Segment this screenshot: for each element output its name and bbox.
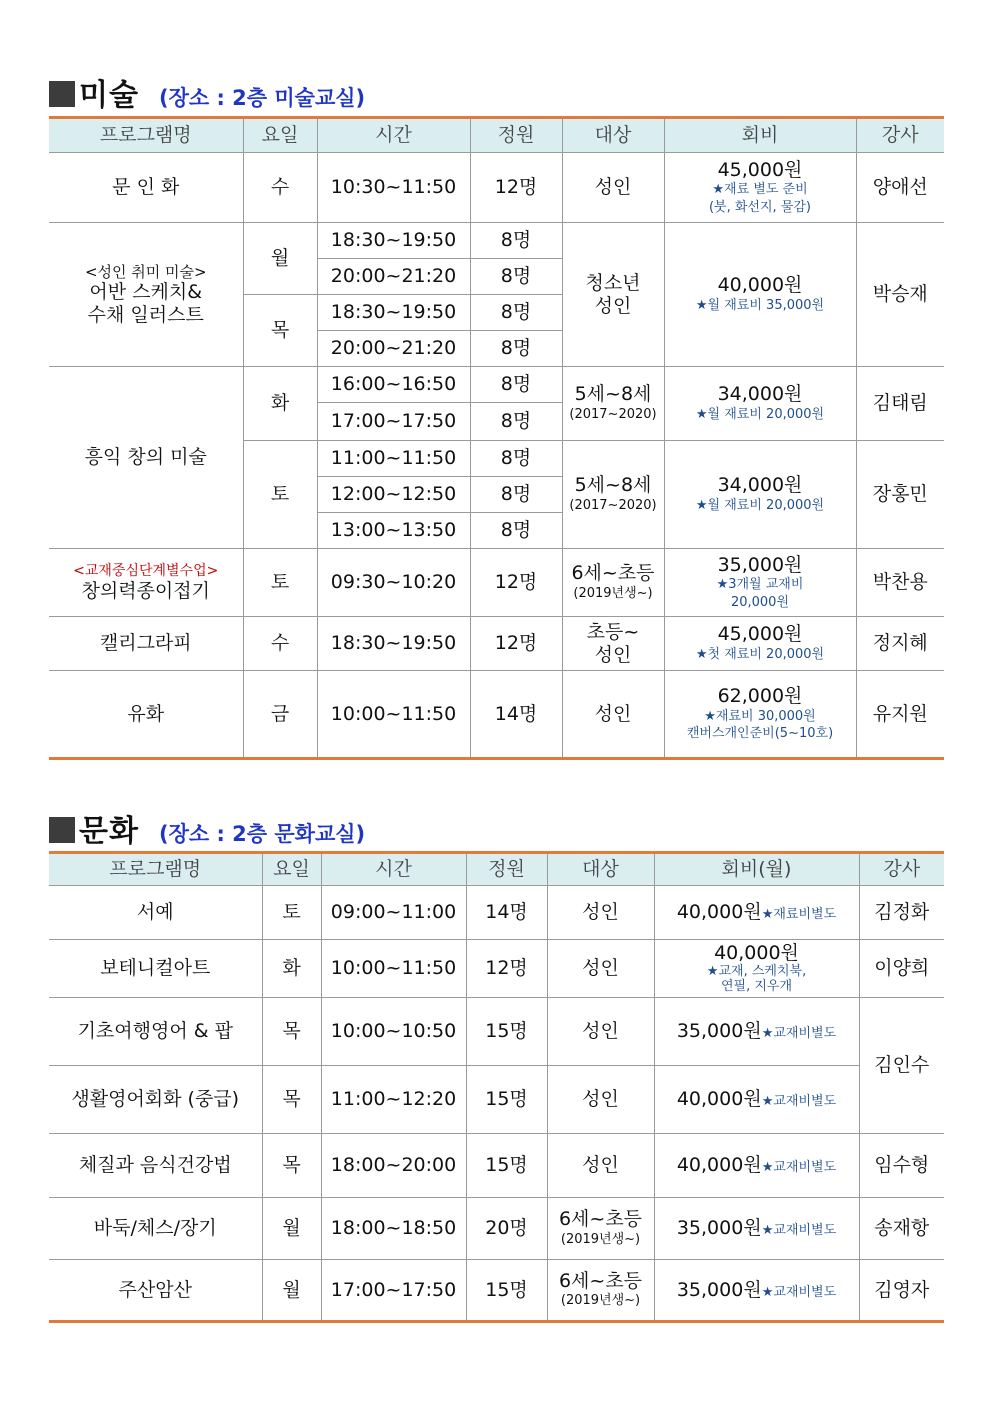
fee-amount: 40,000원 <box>676 1088 762 1111</box>
target-line: 5세~8세 <box>574 383 652 405</box>
program-subtitle: <성인 취미 미술> <box>84 262 207 281</box>
fee-amount: 40,000원 <box>676 901 762 924</box>
fee-cell <box>664 549 856 617</box>
art-location: (장소 : 2층 미술교실) <box>158 86 366 110</box>
square-bullet-icon <box>49 81 75 107</box>
target-line: 청소년 <box>585 271 641 294</box>
teacher-cell: 임수형 <box>859 1134 944 1198</box>
fee-note: ★교재, 스케치북, <box>706 963 807 979</box>
col-day: 요일 <box>262 853 321 886</box>
day-cell: 화 <box>243 367 317 441</box>
col-target: 대상 <box>547 853 654 886</box>
fee-note: ★교재비별도 <box>761 1160 837 1176</box>
table-row <box>49 223 944 259</box>
art-heading <box>49 70 365 114</box>
teacher-cell: 정지혜 <box>856 617 944 671</box>
time-cell: 18:00~20:00 <box>321 1134 466 1198</box>
time-cell: 11:00~12:20 <box>321 1066 466 1134</box>
time-cell: 09:00~11:00 <box>321 886 466 940</box>
art-header-row <box>49 118 944 153</box>
capacity-cell: 15명 <box>466 1260 547 1322</box>
capacity-cell: 8명 <box>470 367 562 403</box>
time-cell: 18:00~18:50 <box>321 1198 466 1260</box>
capacity-cell: 12명 <box>466 940 547 998</box>
target-sub: (2019년생~) <box>560 1231 641 1247</box>
capacity-cell: 12명 <box>470 549 562 617</box>
teacher-cell: 송재항 <box>859 1198 944 1260</box>
program-line: 어반 스케치& <box>89 280 203 303</box>
teacher-cell: 장홍민 <box>856 441 944 549</box>
day-cell: 목 <box>262 1066 321 1134</box>
capacity-cell: 15명 <box>466 998 547 1066</box>
capacity-cell: 8명 <box>470 403 562 441</box>
day-cell: 수 <box>243 617 317 671</box>
program-name: 문 인 화 <box>49 153 243 223</box>
culture-heading <box>49 806 365 850</box>
teacher-cell: 김태림 <box>856 367 944 441</box>
square-bullet-icon <box>49 817 75 843</box>
fee-amount: 35,000원 <box>676 1278 762 1301</box>
target-cell: 성인 <box>547 1134 654 1198</box>
time-cell: 12:00~12:50 <box>317 477 470 513</box>
fee-note: ★교재비별도 <box>761 1223 837 1239</box>
table-row <box>49 367 944 403</box>
fee-amount: 35,000원 <box>676 1020 762 1043</box>
program-name: 체질과 음식건강법 <box>49 1134 262 1198</box>
culture-location: (장소 : 2층 문화교실) <box>158 822 366 846</box>
target-line: 성인 <box>594 294 632 317</box>
capacity-cell: 8명 <box>470 259 562 295</box>
target-line: 6세~초등 <box>558 1269 643 1292</box>
capacity-cell: 14명 <box>470 671 562 759</box>
target-cell: 성인 <box>547 886 654 940</box>
fee-note: ★월 재료비 35,000원 <box>695 298 825 314</box>
table-row <box>49 617 944 671</box>
capacity-cell: 8명 <box>470 295 562 331</box>
fee-note: ★교재비별도 <box>761 1094 837 1110</box>
fee-amount: 62,000원 <box>717 685 803 708</box>
table-row <box>49 671 944 759</box>
col-fee: 회비 <box>664 118 856 153</box>
capacity-cell: 15명 <box>466 1134 547 1198</box>
table-row <box>49 998 944 1066</box>
target-cell: 성인 <box>562 153 664 223</box>
fee-amount: 45,000원 <box>717 158 803 181</box>
program-name: 서예 <box>49 886 262 940</box>
time-cell: 16:00~16:50 <box>317 367 470 403</box>
fee-cell <box>664 441 856 549</box>
time-cell: 13:00~13:50 <box>317 513 470 549</box>
col-fee: 회비(월) <box>654 853 859 886</box>
table-row <box>49 886 944 940</box>
fee-amount: 35,000원 <box>717 553 803 576</box>
time-cell: 09:30~10:20 <box>317 549 470 617</box>
time-cell: 18:30~19:50 <box>317 617 470 671</box>
target-line: 초등~ <box>586 620 640 643</box>
fee-note: ★3개월 교재비 <box>716 577 804 593</box>
day-cell: 토 <box>243 441 317 549</box>
fee-cell <box>664 153 856 223</box>
target-cell <box>562 223 664 367</box>
fee-cell <box>654 1134 859 1198</box>
fee-cell <box>654 886 859 940</box>
fee-cell <box>654 1260 859 1322</box>
program-name: 유화 <box>49 671 243 759</box>
fee-note: ★재료비 30,000원 <box>704 708 816 724</box>
program-name: 바둑/체스/장기 <box>49 1198 262 1260</box>
target-line: 6세~초등 <box>558 1208 643 1230</box>
fee-note: ★월 재료비 20,000원 <box>695 407 825 423</box>
program-name: 흥익 창의 미술 <box>49 367 243 549</box>
target-cell <box>562 549 664 617</box>
target-cell <box>562 367 664 441</box>
table-row <box>49 1260 944 1322</box>
art-title: 미술 <box>79 78 139 113</box>
fee-note: ★월 재료비 20,000원 <box>695 498 825 514</box>
target-cell <box>547 1198 654 1260</box>
col-program: 프로그램명 <box>49 118 243 153</box>
teacher-cell: 김정화 <box>859 886 944 940</box>
program-line: 수채 일러스트 <box>87 303 204 326</box>
fee-amount: 40,000원 <box>714 942 799 965</box>
table-row <box>49 1134 944 1198</box>
fee-amount: 40,000원 <box>717 274 803 297</box>
teacher-cell: 박찬용 <box>856 549 944 617</box>
target-cell: 성인 <box>562 671 664 759</box>
target-sub: (2017~2020) <box>569 497 657 513</box>
fee-note: ★교재비별도 <box>761 1026 837 1042</box>
day-cell: 목 <box>243 295 317 367</box>
culture-header-row <box>49 853 944 886</box>
col-capacity: 정원 <box>470 118 562 153</box>
fee-amount: 34,000원 <box>717 474 803 497</box>
target-cell: 성인 <box>547 940 654 998</box>
teacher-cell: 유지원 <box>856 671 944 759</box>
day-cell: 월 <box>262 1198 321 1260</box>
day-cell: 금 <box>243 671 317 759</box>
col-program: 프로그램명 <box>49 853 262 886</box>
program-name: 주산암산 <box>49 1260 262 1322</box>
col-time: 시간 <box>321 853 466 886</box>
teacher-cell: 박승재 <box>856 223 944 367</box>
fee-note: 캔버스개인준비(5~10호) <box>686 726 834 742</box>
day-cell: 목 <box>262 998 321 1066</box>
fee-note: ★첫 재료비 20,000원 <box>695 647 825 663</box>
time-cell: 17:00~17:50 <box>317 403 470 441</box>
target-cell <box>547 1260 654 1322</box>
program-line: 창의력종이접기 <box>81 579 210 602</box>
time-cell: 20:00~21:20 <box>317 259 470 295</box>
table-row <box>49 1198 944 1260</box>
culture-title: 문화 <box>79 814 139 849</box>
fee-note: ★교재비별도 <box>761 1284 837 1300</box>
capacity-cell: 8명 <box>470 477 562 513</box>
program-name: 생활영어회화 (중급) <box>49 1066 262 1134</box>
teacher-cell: 김영자 <box>859 1260 944 1322</box>
fee-note: 연필, 지우개 <box>720 978 793 994</box>
target-line: 5세~8세 <box>574 474 652 496</box>
day-cell: 월 <box>243 223 317 295</box>
teacher-cell: 이양희 <box>859 940 944 998</box>
time-cell: 18:30~19:50 <box>317 223 470 259</box>
day-cell: 월 <box>262 1260 321 1322</box>
time-cell: 10:00~10:50 <box>321 998 466 1066</box>
capacity-cell: 12명 <box>470 617 562 671</box>
time-cell: 20:00~21:20 <box>317 331 470 367</box>
fee-note: ★재료비별도 <box>761 907 837 923</box>
col-teacher: 강사 <box>859 853 944 886</box>
culture-table-wrap <box>49 851 944 1323</box>
teacher-cell: 양애선 <box>856 153 944 223</box>
time-cell: 10:00~11:50 <box>317 671 470 759</box>
target-cell <box>562 441 664 549</box>
target-cell <box>562 617 664 671</box>
fee-note: 20,000원 <box>730 594 790 610</box>
fee-note: (붓, 화선지, 물감) <box>708 199 812 215</box>
program-name: 보테니컬아트 <box>49 940 262 998</box>
col-teacher: 강사 <box>856 118 944 153</box>
target-line: 성인 <box>594 643 632 666</box>
table-row <box>49 153 944 223</box>
target-cell: 성인 <box>547 998 654 1066</box>
time-cell: 11:00~11:50 <box>317 441 470 477</box>
table-row <box>49 549 944 617</box>
fee-amount: 45,000원 <box>717 623 803 646</box>
target-sub: (2017~2020) <box>569 406 657 422</box>
capacity-cell: 8명 <box>470 331 562 367</box>
target-line: 6세~초등 <box>571 562 655 584</box>
target-sub: (2019년생~) <box>573 585 653 601</box>
fee-amount: 35,000원 <box>676 1217 762 1240</box>
time-cell: 10:00~11:50 <box>321 940 466 998</box>
capacity-cell: 14명 <box>466 886 547 940</box>
art-table-wrap <box>49 116 944 760</box>
fee-cell <box>664 367 856 441</box>
teacher-cell: 김인수 <box>859 998 944 1134</box>
capacity-cell: 15명 <box>466 1066 547 1134</box>
program-subtitle: <교재중심단계별수업> <box>73 562 219 579</box>
time-cell: 10:30~11:50 <box>317 153 470 223</box>
fee-cell <box>664 617 856 671</box>
col-day: 요일 <box>243 118 317 153</box>
art-table <box>49 116 944 760</box>
capacity-cell: 8명 <box>470 223 562 259</box>
program-name: 기초여행영어 & 팝 <box>49 998 262 1066</box>
capacity-cell: 20명 <box>466 1198 547 1260</box>
capacity-cell: 8명 <box>470 441 562 477</box>
fee-cell <box>654 1066 859 1134</box>
fee-cell <box>664 223 856 367</box>
day-cell: 토 <box>243 549 317 617</box>
day-cell: 토 <box>262 886 321 940</box>
target-sub: (2019년생~) <box>560 1293 641 1309</box>
day-cell: 수 <box>243 153 317 223</box>
time-cell: 18:30~19:50 <box>317 295 470 331</box>
fee-note: ★재료 별도 준비 <box>712 182 808 198</box>
day-cell: 목 <box>262 1134 321 1198</box>
col-time: 시간 <box>317 118 470 153</box>
table-row <box>49 1066 944 1134</box>
fee-cell <box>654 940 859 998</box>
table-row <box>49 940 944 998</box>
target-cell: 성인 <box>547 1066 654 1134</box>
fee-amount: 40,000원 <box>676 1154 762 1177</box>
col-target: 대상 <box>562 118 664 153</box>
program-name <box>49 549 243 617</box>
time-cell: 17:00~17:50 <box>321 1260 466 1322</box>
fee-cell <box>654 1198 859 1260</box>
culture-table <box>49 851 944 1323</box>
program-name: 캘리그라피 <box>49 617 243 671</box>
capacity-cell: 8명 <box>470 513 562 549</box>
fee-cell <box>664 671 856 759</box>
day-cell: 화 <box>262 940 321 998</box>
col-capacity: 정원 <box>466 853 547 886</box>
fee-amount: 34,000원 <box>717 383 803 406</box>
fee-cell <box>654 998 859 1066</box>
capacity-cell: 12명 <box>470 153 562 223</box>
program-name <box>49 223 243 367</box>
